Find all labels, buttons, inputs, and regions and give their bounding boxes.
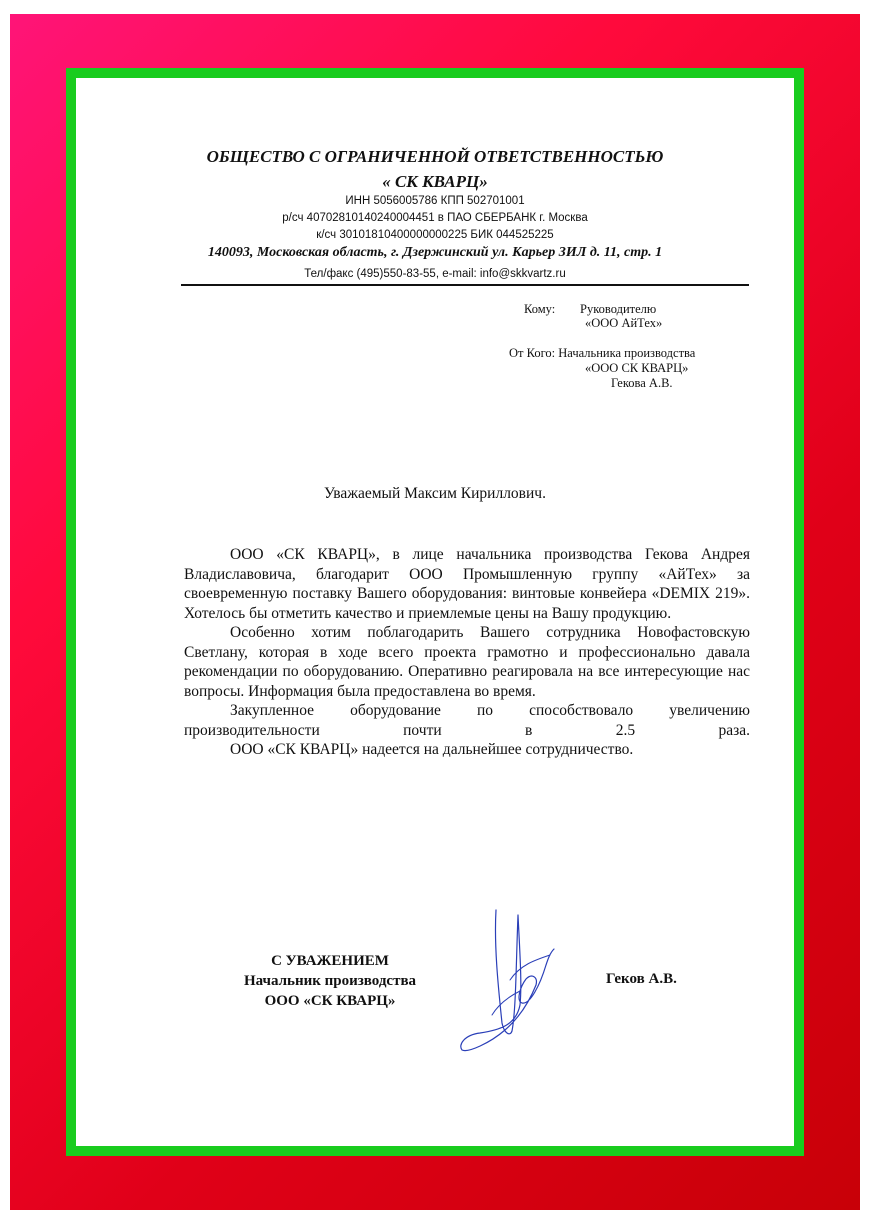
recipient-title: Руководителю xyxy=(580,302,657,316)
closing-company: ООО «СК КВАРЦ» xyxy=(264,993,396,1009)
contact-line: Тел/факс (495)550-83-55, e-mail: info@skkvartz.ru xyxy=(304,268,566,280)
sender-title: От Кого: Начальника производства xyxy=(509,346,696,360)
sender-company: «ООО СК КВАРЦ» xyxy=(585,361,689,375)
closing-position: Начальник производства xyxy=(243,973,417,989)
company-address: 140093, Московская область, г. Дзержинский ул. Карьер ЗИЛ д. 11, стр. 1 xyxy=(207,245,663,260)
body-paragraph: Закупленное оборудование по способствовало увеличению производительности почти в 2.5 раза. xyxy=(184,702,750,739)
corr-account-line: к/сч 30101810400000000225 БИК 044525225 xyxy=(316,229,554,241)
inn-kpp-line: ИНН 5056005786 КПП 502701001 xyxy=(345,195,525,207)
sender-name: Гекова А.В. xyxy=(611,376,673,390)
recipient-company: «ООО АйТех» xyxy=(585,316,663,330)
header-divider xyxy=(181,284,749,286)
to-label: Кому: xyxy=(524,302,556,316)
salutation: Уважаемый Максим Кириллович. xyxy=(324,485,546,502)
handwritten-signature xyxy=(450,905,560,1055)
body-paragraph: ООО «СК КВАРЦ» надеется на дальнейшее сотрудничество. xyxy=(230,741,634,758)
org-name-line1: ОБЩЕСТВО С ОГРАНИЧЕННОЙ ОТВЕТСТВЕННОСТЬЮ xyxy=(206,147,664,166)
org-name-line2: « СК КВАРЦ» xyxy=(382,172,488,191)
body-paragraph: Особенно хотим поблагодарить Вашего сотрудника Новофастовскую Светлану, которая в ходе всего проекта грамотно и профессионально давала рекомендации по оборудованию. Оперативно реагировала на все интересующие нас вопросы. Информация была предоставлена во время. xyxy=(184,624,750,700)
signer-name: Геков А.В. xyxy=(606,971,677,987)
body-paragraph: ООО «СК КВАРЦ», в лице начальника производства Гекова Андрея Владиславовича, благодарит ООО Промышленную группу «АйТех» за своевременную поставку Вашего оборудования: винтовые конвейера «DEMIX 219». Хотелось бы отметить качество и приемлемые цены на Вашу продукцию. xyxy=(184,546,750,622)
closing-regards: С УВАЖЕНИЕМ xyxy=(271,953,389,969)
bank-account-line: р/сч 40702810140240004451 в ПАО СБЕРБАНК г. Москва xyxy=(282,212,588,224)
letter-body xyxy=(184,545,750,760)
